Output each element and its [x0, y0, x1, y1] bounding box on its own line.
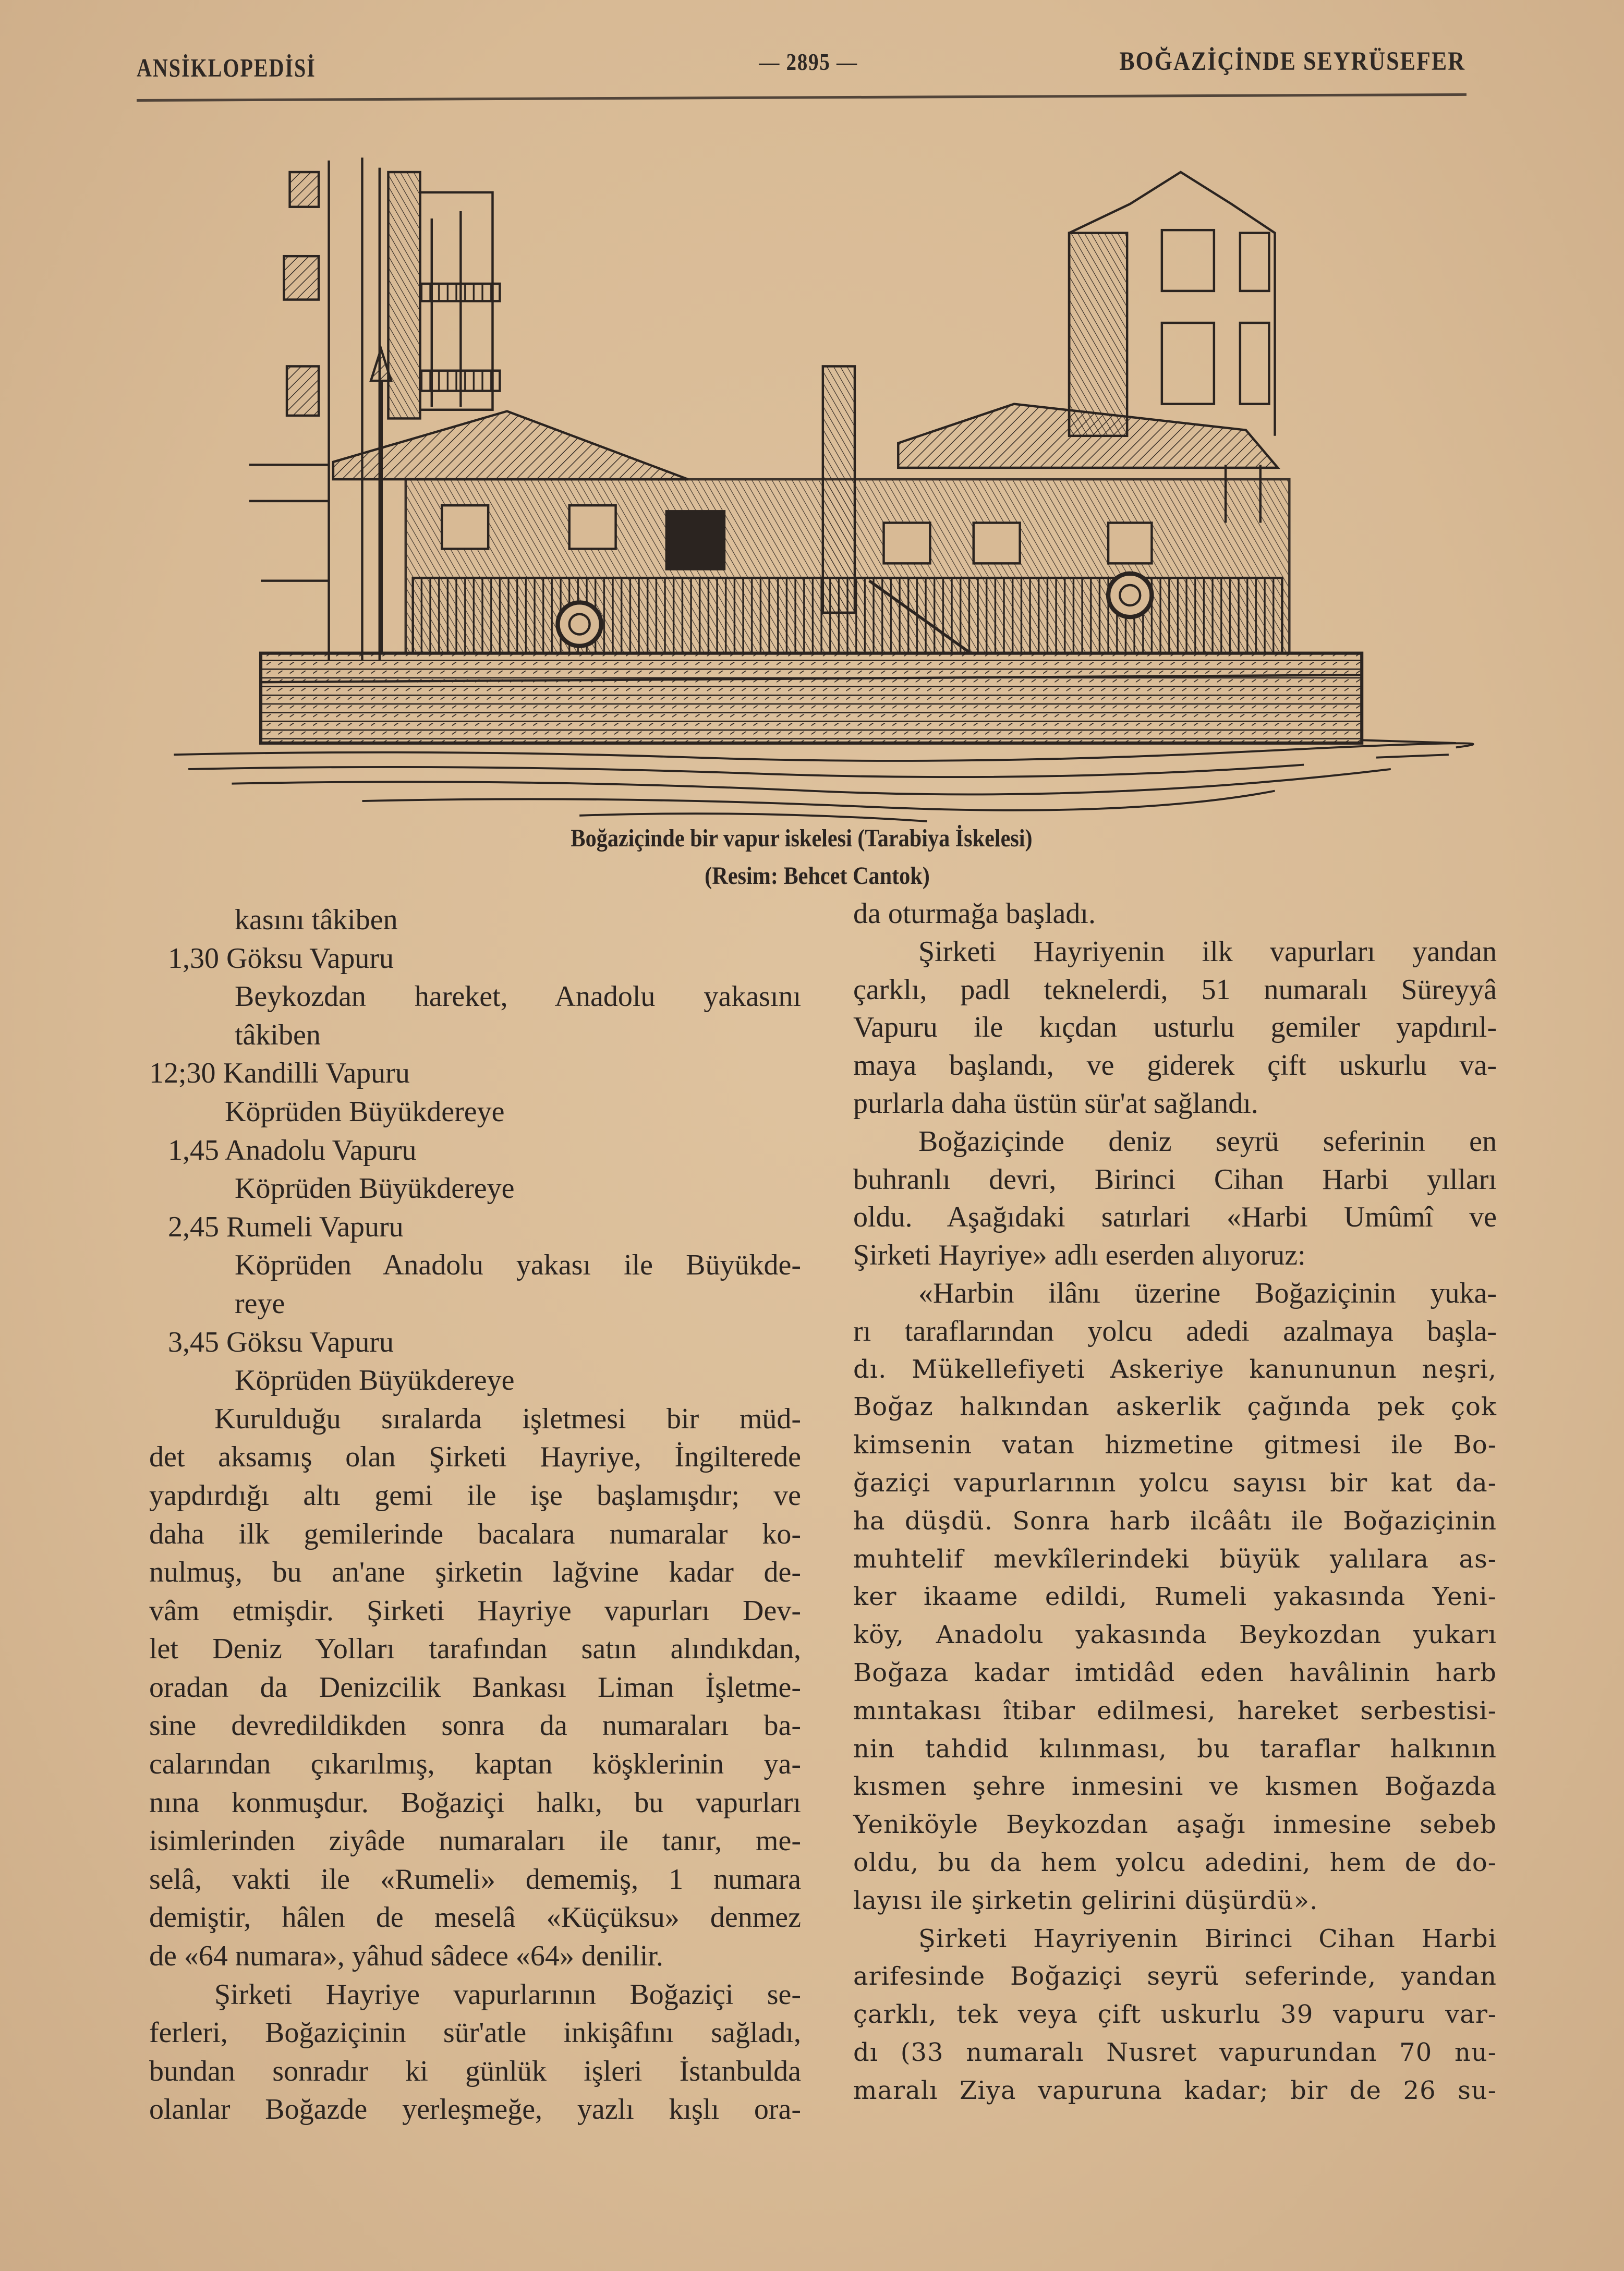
- pier-illustration: [0, 146, 1624, 834]
- text-line: Boğaziçinde deniz seyrü seferinin en: [918, 1125, 1497, 1158]
- text-line: oldu. Aşağıdaki satırlari «Harbi Umûmî ve: [853, 1201, 1497, 1234]
- text-line: tâkiben: [235, 1018, 321, 1051]
- text-line: Köprüden Büyükdereye: [225, 1095, 505, 1128]
- text-line: purlarla daha üstün sür'at sağlandı.: [853, 1087, 1258, 1120]
- text-line: sine devredildikden sonra da numaraları ba-: [149, 1709, 801, 1742]
- right-roof: [898, 404, 1278, 468]
- text-line: çarklı, tek veya çift uskurlu 39 vapuru var-: [853, 2000, 1497, 2030]
- text-line: nına konmuşdur. Boğaziçi halkı, bu vapurları: [149, 1786, 801, 1819]
- text-line: de «64 numara», yâhud sâdece «64» denilir.: [149, 1940, 663, 1973]
- text-line: Şirketi Hayriyenin Birinci Cihan Harbi: [918, 1924, 1497, 1953]
- text-line: let Deniz Yolları tarafından satın alındıkdan,: [149, 1633, 801, 1666]
- text-line: isimlerinden ziyâde numaraları ile tanır, me-: [149, 1825, 801, 1857]
- text-line: dı (33 numaralı Nusret vapurundan 70 nu-: [853, 2037, 1497, 2067]
- pier-pavilion: [406, 479, 1290, 653]
- text-line: da oturmağa başladı.: [853, 897, 1096, 930]
- left-column: [149, 901, 801, 2129]
- text-line: vâm etmişdir. Şirketi Hayriye vapurları Dev-: [149, 1594, 801, 1627]
- text-line: Boğaza kadar imtidâd eden havâlinin harb: [853, 1658, 1497, 1687]
- text-line: selâ, vakti ile «Rumeli» dememiş, 1 numara: [149, 1863, 801, 1896]
- text-line: Köprüden Büyükdereye: [235, 1172, 515, 1205]
- running-header-right: BOĞAZİÇİNDE SEYRÜSEFER: [1119, 46, 1465, 76]
- text-line: köy, Anadolu yakasında Beykozdan yukarı: [853, 1620, 1497, 1650]
- text-line: 12;30 Kandilli Vapuru: [149, 1057, 410, 1090]
- text-line: Beykozdan hareket, Anadolu yakasını: [235, 980, 801, 1013]
- figure-credit: (Resim: Behcet Cantok): [705, 862, 930, 890]
- text-line: det aksamış olan Şirketi Hayriye, İngilterede: [149, 1441, 801, 1474]
- text-line: ğaziçi vapurlarının yolcu sayısı bir kat da-: [853, 1468, 1497, 1498]
- text-line: kimsenin vatan hizmetine gitmesi ile Bo-: [853, 1430, 1497, 1460]
- text-line: daha ilk gemilerinde bacalara numaralar ko-: [149, 1517, 801, 1550]
- text-line: kısmen şehre inmesini ve kısmen Boğazda: [853, 1772, 1497, 1802]
- left-roof: [333, 411, 688, 480]
- text-line: arifesinde Boğaziçi seyrü seferinde, yandan: [853, 1962, 1497, 1991]
- water-lines: [174, 740, 1473, 821]
- text-line: nulmuş, bu an'ane şirketin lağvine kadar de-: [149, 1556, 801, 1589]
- text-line: «Harbin ilânı üzerine Boğaziçinin yuka-: [918, 1277, 1497, 1309]
- text-line: layısı ile şirketin gelirini düşürdü».: [853, 1886, 1318, 1915]
- text-line: mıntakası îtibar edilmesi, hareket serbestisi-: [853, 1696, 1497, 1726]
- text-line: Şirketi Hayriye vapurlarının Boğaziçi se-: [214, 1978, 801, 2011]
- text-line: Kurulduğu sıralarda işletmesi bir müd-: [214, 1402, 801, 1435]
- text-line: Şirketi Hayriyenin ilk vapurları yandan: [918, 935, 1497, 968]
- running-header-left: ANSİKLOPEDİSİ: [137, 53, 316, 82]
- page-number: — 2895 —: [759, 48, 858, 75]
- header-rule: [137, 93, 1467, 102]
- text-line: çarklı, padl teknelerdi, 51 numaralı Süreyyâ: [853, 973, 1497, 1006]
- figure-caption: Boğaziçinde bir vapur iskelesi (Tarabiya İskelesi): [571, 824, 1033, 852]
- text-line: oradan da Denizcilik Bankası Liman İşletme-: [149, 1671, 801, 1704]
- text-line: Vapuru ile kıçdan usturlu gemiler yapdırıl-: [853, 1011, 1497, 1044]
- text-line: kasını tâkiben: [235, 904, 398, 936]
- text-line: 2,45 Rumeli Vapuru: [168, 1210, 404, 1243]
- text-line: dı. Mükellefiyeti Askeriye kanununun neşri,: [853, 1354, 1497, 1384]
- text-line: calarından çıkarılmış, kaptan köşklerinin ya-: [149, 1748, 801, 1781]
- text-line: oldu, bu da hem yolcu adedini, hem de do-: [853, 1848, 1497, 1877]
- text-line: olanlar Boğazde yerleşmeğe, yazlı kışlı ora-: [149, 2093, 801, 2126]
- text-line: ferleri, Boğaziçinin sür'atle inkişâfını sağladı,: [149, 2017, 801, 2049]
- text-line: ha düşdü. Sonra harb ilcââtı ile Boğaziçinin: [853, 1506, 1497, 1536]
- pier-deck: [261, 653, 1362, 743]
- text-line: muhtelif mevkîlerindeki büyük yalılara as-: [853, 1544, 1497, 1574]
- text-line: demiştir, hâlen de meselâ «Küçüksu» denmez: [149, 1901, 801, 1934]
- text-line: buhranlı devri, Birinci Cihan Harbi yılları: [853, 1163, 1497, 1196]
- text-line: maya başlandı, ve giderek çift uskurlu va-: [853, 1049, 1497, 1082]
- text-line: Yeniköyle Beykozdan aşağı inmesine sebeb: [853, 1810, 1497, 1840]
- text-line: maralı Ziya vapuruna kadar; bir de 26 su-: [853, 2075, 1497, 2105]
- text-line: yapdırdığı altı gemi ile işe başlamışdır; ve: [149, 1479, 801, 1512]
- right-tower: [1069, 172, 1275, 523]
- text-line: Şirketi Hayriye» adlı eserden alıyoruz:: [853, 1239, 1306, 1272]
- text-line: rı taraflarından yolcu adedi azalmaya başla-: [853, 1315, 1497, 1347]
- text-line: 1,30 Göksu Vapuru: [168, 942, 394, 975]
- text-line: ker ikaame edildi, Rumeli yakasında Yeni-: [853, 1582, 1497, 1612]
- text-line: reye: [235, 1287, 285, 1320]
- right-column: [853, 895, 1497, 2110]
- text-line: 3,45 Göksu Vapuru: [168, 1326, 394, 1358]
- text-line: Boğaz halkından askerlik çağında pek çok: [853, 1392, 1497, 1422]
- text-line: Köprüden Anadolu yakası ile Büyükde-: [235, 1249, 801, 1282]
- text-line: nin tahdid kılınması, bu taraflar halkının: [853, 1734, 1497, 1764]
- text-line: Köprüden Büyükdereye: [235, 1364, 515, 1397]
- text-line: 1,45 Anadolu Vapuru: [168, 1134, 417, 1167]
- text-line: bundan sonradır ki günlük işleri İstanbulda: [149, 2055, 801, 2087]
